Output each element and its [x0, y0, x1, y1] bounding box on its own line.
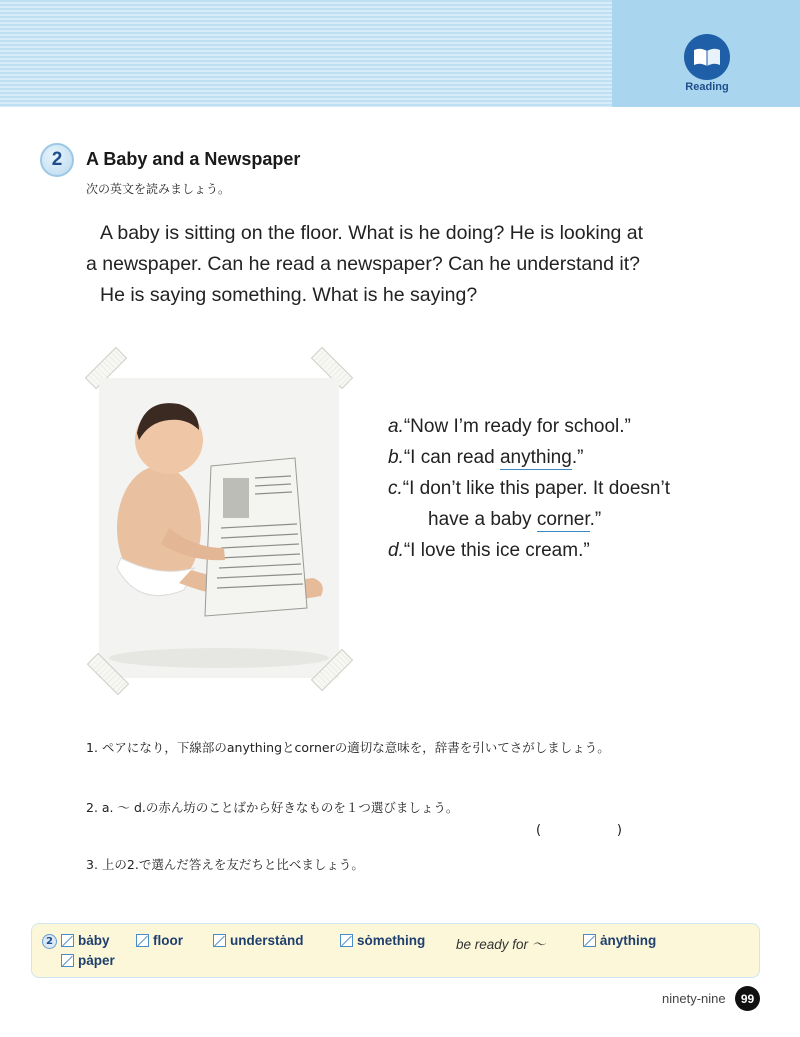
option-text: .” [589, 509, 602, 530]
option-text: have a baby [428, 509, 537, 530]
reading-label: Reading [685, 81, 729, 93]
baby-reading-newspaper-photo [99, 378, 339, 678]
section-number-badge: 2 [40, 143, 74, 177]
passage-line: A baby is sitting on the floor. What is he doing? He is looking at [100, 222, 644, 244]
option-letter: d. [388, 540, 404, 561]
option-c [388, 473, 670, 504]
vocabulary-box [31, 923, 760, 978]
paren-open: ( [536, 823, 542, 838]
option-b [388, 442, 670, 473]
option-c-continued [388, 504, 670, 535]
option-letter: b. [388, 447, 404, 468]
underlined-word: anything [499, 447, 572, 468]
vocab-section-number: 2 [42, 934, 57, 949]
answer-parentheses [536, 823, 622, 838]
vocab-word-label: understȧnd [230, 933, 304, 948]
option-text: “I love this ice cream.” [403, 540, 590, 561]
option-d [388, 535, 670, 566]
checkbox-icon[interactable] [213, 934, 226, 947]
option-text: “I can read [403, 447, 500, 468]
vocab-word-label: ȧnything [600, 933, 657, 948]
vocab-word-label: be ready for ～ [456, 937, 546, 952]
page-number-word: ninety-nine [662, 991, 726, 1006]
vocab-word-label: bȧby [78, 933, 110, 948]
vocab-word [61, 953, 115, 968]
vocab-word-label: floor [153, 933, 183, 948]
vocab-word [213, 933, 304, 948]
vocab-word [61, 933, 110, 948]
page-number-badge: 99 [735, 986, 760, 1011]
option-text: “Now I’m ready for school.” [403, 416, 631, 437]
paren-close: ) [616, 823, 622, 838]
vocab-word [340, 933, 425, 948]
checkbox-icon[interactable] [61, 954, 74, 967]
open-book-icon [684, 34, 730, 80]
answer-options [388, 411, 670, 566]
vocab-word [136, 933, 183, 948]
option-letter: c. [388, 478, 403, 499]
vocab-word-label: sȯmething [357, 933, 426, 948]
task-2: 2. a. ～ d.の赤ん坊のことばから好きなものを１つ選びましょう。 [86, 800, 459, 815]
header-striped-band [0, 0, 612, 107]
option-a [388, 411, 670, 442]
checkbox-icon[interactable] [583, 934, 596, 947]
checkbox-icon[interactable] [61, 934, 74, 947]
task-3: 3. 上の2.で選んだ答えを友だちと比べましょう。 [86, 857, 364, 872]
vocab-phrase [456, 933, 545, 953]
option-text: “I don’t like this paper. It doesn’t [402, 478, 670, 499]
section-title: A Baby and a Newspaper [86, 149, 301, 169]
task-1: 1. ペアになり，下線部のanythingとcornerの適切な意味を，辞書を引いてさがしましょう。 [86, 740, 610, 755]
section-instruction: 次の英文を読みましょう。 [86, 182, 231, 196]
passage-line: He is saying something. What is he saying? [100, 284, 478, 306]
checkbox-icon[interactable] [136, 934, 149, 947]
option-letter: a. [388, 416, 404, 437]
underlined-word: corner [536, 509, 590, 530]
vocab-word-label: pȧper [78, 953, 115, 968]
option-text: .” [571, 447, 584, 468]
reading-passage [86, 218, 726, 311]
vocab-word [583, 933, 656, 948]
passage-line: a newspaper. Can he read a newspaper? Can he understand it? [86, 253, 640, 275]
checkbox-icon[interactable] [340, 934, 353, 947]
